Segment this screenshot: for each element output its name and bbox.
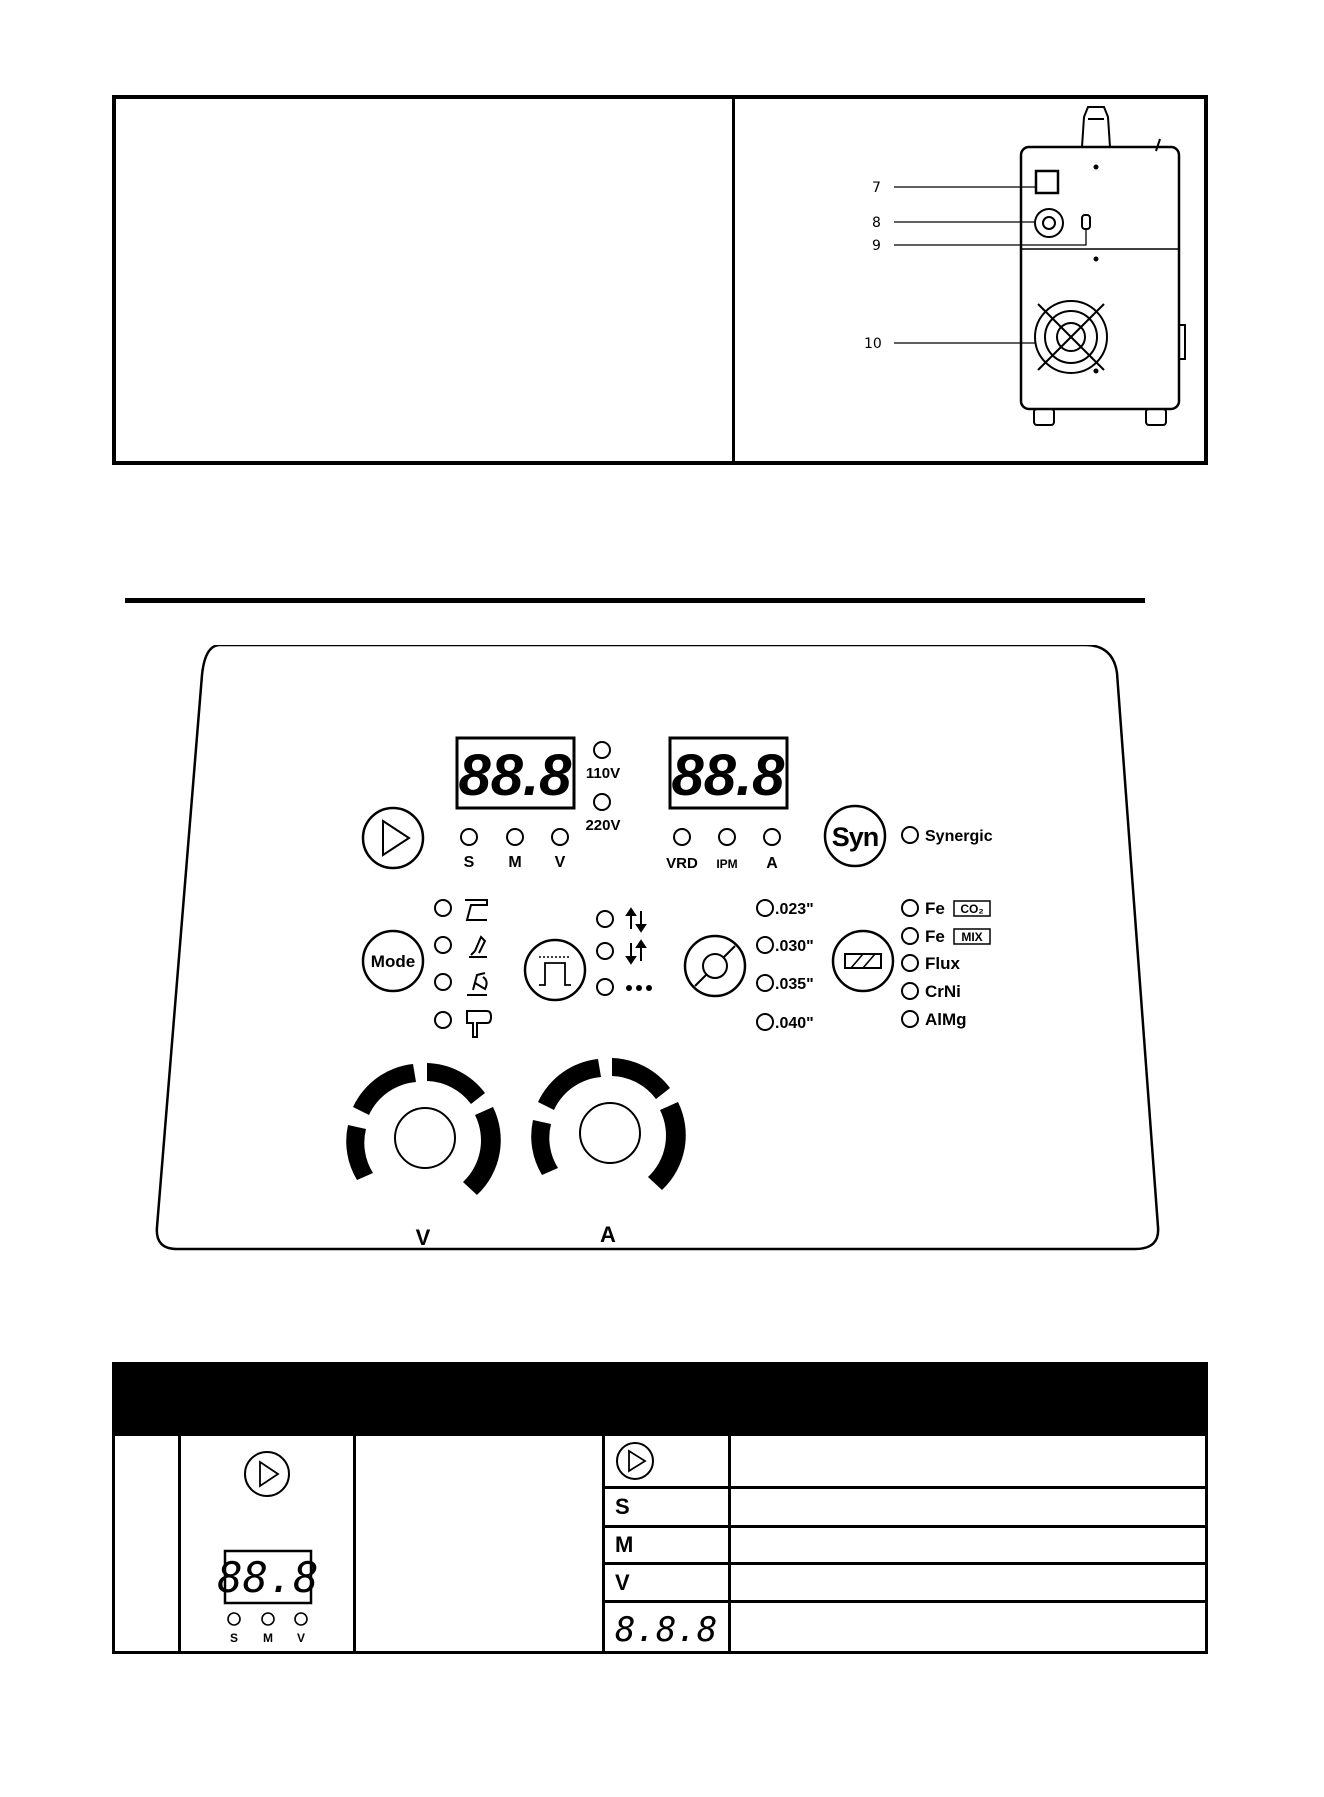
led-mode-tig — [435, 937, 451, 953]
electrode-holder-icon — [467, 973, 487, 995]
mode-button-label: Mode — [370, 952, 416, 971]
label-a: A — [766, 855, 778, 872]
symbol-display — [605, 1603, 728, 1654]
led-synergic — [902, 827, 918, 843]
label-flux: Flux — [925, 954, 960, 973]
callout-8: 8 — [872, 215, 881, 231]
mini-label-s: S — [229, 1631, 239, 1645]
table-col-divider — [728, 1436, 731, 1651]
label-v: V — [554, 854, 566, 871]
display-left-digits: 88.8 — [458, 743, 572, 808]
led-wire-030 — [757, 937, 773, 953]
led-a — [764, 829, 780, 845]
mini-led-s — [228, 1613, 240, 1625]
callout-7: 7 — [872, 180, 881, 196]
led-m — [507, 829, 523, 845]
table-col-divider — [353, 1436, 356, 1651]
table-body — [115, 1436, 1205, 1651]
label-ipm: IPM — [716, 857, 738, 871]
label-wire-030: .030" — [775, 938, 814, 955]
led-mode-mma — [435, 974, 451, 990]
led-wire-040 — [757, 1014, 773, 1030]
callout-10: 10 — [864, 336, 882, 352]
led-almg — [902, 1011, 918, 1027]
trigger-mode-button[interactable] — [525, 940, 585, 1000]
wire-diameter-button[interactable] — [685, 936, 745, 996]
material-button[interactable] — [833, 931, 893, 991]
display-right-digits: 88.8 — [671, 743, 785, 808]
led-fe-co2 — [902, 900, 918, 916]
led-110v — [594, 742, 610, 758]
led-mode-gun — [435, 1012, 451, 1028]
led-v — [552, 829, 568, 845]
mini-display-digits: 88.8 — [217, 1553, 319, 1602]
led-s — [461, 829, 477, 845]
syn-button[interactable] — [825, 806, 885, 866]
label-220v: 220V — [585, 817, 621, 834]
mini-led-v — [295, 1613, 307, 1625]
symbol-display-digits: 8.8.8 — [615, 1610, 718, 1650]
display-left — [457, 738, 574, 808]
symbol-play — [605, 1436, 728, 1486]
rear-view-box — [112, 95, 1208, 465]
display-right — [670, 738, 787, 808]
mini-play-icon — [260, 1462, 278, 1486]
mini-label-m: M — [263, 1631, 273, 1645]
mini-label-v: V — [296, 1631, 306, 1645]
tag-mix: MIX — [961, 930, 983, 944]
spool-gun-icon — [467, 1011, 491, 1037]
spot-dots-icon — [626, 985, 652, 991]
mini-panel-illustration — [181, 1436, 353, 1654]
label-m: M — [508, 854, 522, 871]
pulse-icon — [539, 963, 571, 985]
mode-button[interactable] — [363, 931, 423, 991]
led-ipm — [719, 829, 735, 845]
symbol-m: M — [615, 1532, 634, 1557]
label-wire-040: .040" — [775, 1015, 814, 1032]
led-2t — [597, 911, 613, 927]
control-panel — [155, 645, 1163, 1260]
led-fe-mix — [902, 928, 918, 944]
section-rule — [125, 598, 1145, 603]
label-vrd: VRD — [666, 855, 698, 872]
label-almg: AlMg — [925, 1010, 967, 1029]
play-icon — [383, 821, 409, 855]
callout-9: 9 — [872, 238, 881, 254]
syn-button-label: Syn — [831, 822, 879, 852]
led-wire-035 — [757, 975, 773, 991]
led-vrd — [674, 829, 690, 845]
label-wire-035: .035" — [775, 976, 814, 993]
led-220v — [594, 794, 610, 810]
mini-led-m — [262, 1613, 274, 1625]
label-crni: CrNi — [925, 982, 961, 1001]
amperage-knob[interactable] — [531, 1058, 686, 1190]
function-table — [112, 1362, 1208, 1654]
led-mode-mig — [435, 900, 451, 916]
label-fe-mix: Fe — [925, 927, 945, 946]
tag-co2: CO₂ — [960, 902, 984, 916]
symbol-v: V — [615, 1569, 630, 1595]
4t-icon — [627, 941, 645, 963]
voltage-knob-label: V — [415, 1225, 431, 1250]
tig-torch-icon — [469, 937, 487, 957]
label-synergic: Synergic — [925, 828, 993, 845]
led-spot — [597, 979, 613, 995]
led-crni — [902, 983, 918, 999]
led-flux — [902, 955, 918, 971]
rear-view-divider — [732, 99, 735, 461]
2t-icon — [627, 909, 645, 931]
led-4t — [597, 943, 613, 959]
play-button[interactable] — [363, 808, 423, 868]
label-s: S — [463, 854, 475, 871]
rear-view-drawing — [736, 99, 1206, 461]
material-icon — [845, 954, 881, 968]
symbol-s: S — [615, 1494, 630, 1519]
label-fe-co2: Fe — [925, 899, 945, 918]
amperage-knob-label: A — [600, 1222, 616, 1247]
label-wire-023: .023" — [775, 901, 814, 918]
mini-play-button — [245, 1452, 289, 1496]
led-wire-023 — [757, 900, 773, 916]
panel-outline — [157, 645, 1158, 1249]
label-110v: 110V — [585, 765, 621, 782]
voltage-knob[interactable] — [346, 1063, 501, 1195]
mig-torch-icon — [465, 900, 487, 920]
table-header — [115, 1365, 1205, 1436]
play-icon — [629, 1451, 645, 1471]
